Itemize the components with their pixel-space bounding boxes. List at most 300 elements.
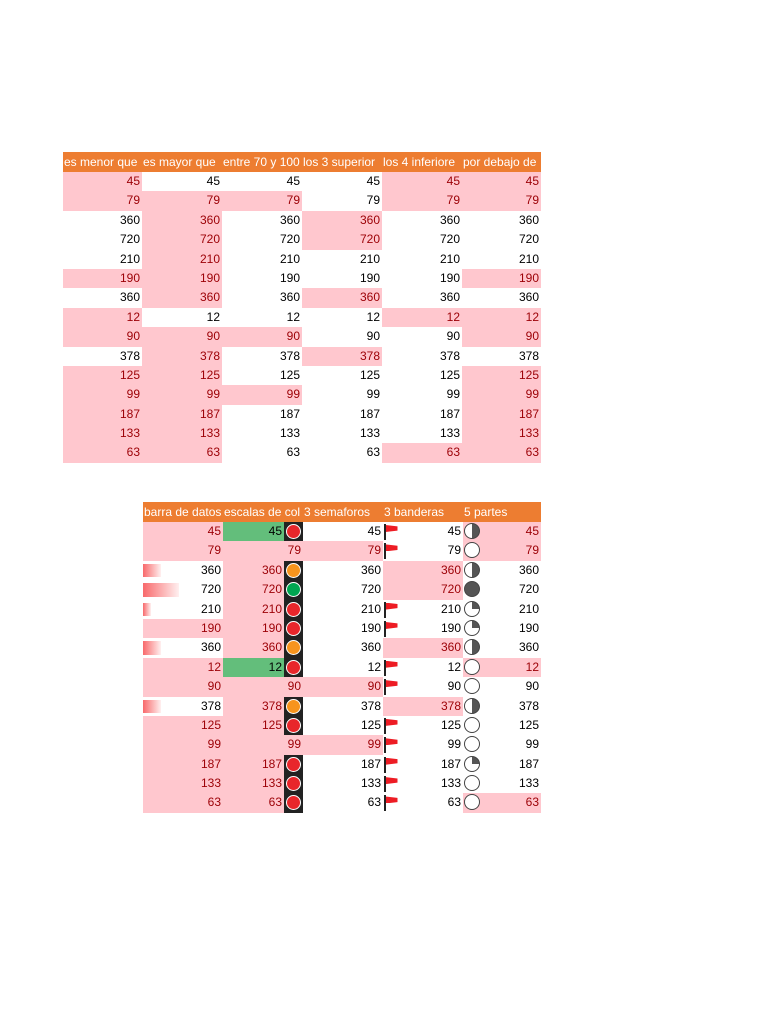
cell[interactable] (63, 308, 142, 327)
cell-value: 63 (366, 445, 380, 460)
cell[interactable] (303, 716, 383, 735)
cell[interactable] (223, 638, 303, 657)
cell[interactable] (302, 250, 382, 269)
cell[interactable] (303, 619, 383, 638)
cell[interactable] (462, 191, 541, 210)
quarters-icon (464, 717, 480, 733)
cell[interactable] (462, 366, 541, 385)
table-body (143, 522, 541, 813)
cell-value: 99 (206, 387, 220, 402)
cell[interactable] (223, 619, 303, 638)
cell-value: 79 (126, 193, 140, 208)
cell-value: 79 (287, 543, 301, 558)
cell-value: 720 (261, 582, 282, 597)
amber-circle-icon (286, 699, 301, 714)
cell[interactable] (462, 308, 541, 327)
flag-cloth (386, 680, 398, 687)
cell-value: 190 (200, 620, 221, 635)
red-flag-icon (383, 793, 399, 812)
cell-value: 187 (261, 756, 282, 771)
cell[interactable] (382, 250, 462, 269)
cell-value: 125 (261, 717, 282, 732)
cell[interactable] (303, 755, 383, 774)
cell-value: 45 (268, 524, 282, 538)
cell[interactable] (382, 443, 462, 462)
cell[interactable] (63, 250, 142, 269)
cell[interactable] (63, 366, 142, 385)
cell-value: 45 (366, 174, 380, 188)
cell[interactable] (302, 424, 382, 443)
cell-value: 360 (518, 562, 539, 577)
cell[interactable] (223, 716, 303, 735)
cell[interactable] (223, 735, 303, 754)
amber-circle-icon (286, 640, 301, 655)
flag-cloth (386, 661, 398, 668)
red-flag-icon (383, 619, 399, 638)
cell[interactable] (222, 191, 302, 210)
cell[interactable] (382, 230, 462, 249)
cell[interactable] (143, 716, 223, 735)
flag-pole (384, 543, 386, 559)
cell-value: 63 (367, 795, 381, 810)
cell[interactable] (383, 697, 463, 716)
cell-value: 360 (360, 562, 381, 577)
cell[interactable] (142, 327, 222, 346)
cell[interactable] (222, 308, 302, 327)
cell[interactable] (382, 405, 462, 424)
data-bar (143, 603, 151, 616)
cell[interactable] (383, 638, 463, 657)
cell[interactable] (142, 385, 222, 404)
cell[interactable] (142, 308, 222, 327)
cell[interactable] (382, 288, 462, 307)
cell[interactable] (143, 677, 223, 696)
cell[interactable] (143, 735, 223, 754)
cell[interactable] (143, 580, 223, 599)
table-row (143, 541, 541, 560)
cell[interactable] (303, 697, 383, 716)
red-circle-icon (286, 524, 301, 539)
cell[interactable] (462, 211, 541, 230)
cell-value: 99 (207, 737, 221, 752)
traffic-light-icon (284, 522, 303, 541)
cell-value: 133 (440, 776, 461, 791)
cell-value: 99 (287, 737, 301, 752)
cell-value: 360 (261, 562, 282, 577)
table-row (143, 677, 541, 696)
traffic-light-icon (284, 619, 303, 638)
cell[interactable] (222, 405, 302, 424)
cell[interactable] (63, 327, 142, 346)
column-header[interactable]: barra de datos (143, 502, 223, 522)
cell-value: 378 (439, 348, 460, 363)
cell[interactable] (302, 405, 382, 424)
red-circle-icon (286, 795, 301, 810)
cell[interactable] (142, 191, 222, 210)
cell-value: 378 (359, 348, 380, 363)
table-row (63, 250, 541, 269)
cell[interactable] (302, 347, 382, 366)
cell[interactable] (302, 327, 382, 346)
cell-value: 133 (439, 426, 460, 441)
table-row (63, 385, 541, 404)
cell[interactable] (142, 405, 222, 424)
cell[interactable] (303, 677, 383, 696)
traffic-light-icon (284, 755, 303, 774)
cell[interactable] (303, 561, 383, 580)
cell[interactable] (142, 347, 222, 366)
table-row (63, 327, 541, 346)
cell[interactable] (382, 347, 462, 366)
quarters-icon (464, 562, 480, 578)
column-header[interactable]: 3 semaforos (303, 502, 383, 522)
cell-value: 79 (525, 193, 539, 208)
cell[interactable] (302, 366, 382, 385)
cell[interactable] (63, 269, 142, 288)
cell[interactable] (383, 561, 463, 580)
cell[interactable] (303, 658, 383, 677)
cell[interactable] (462, 443, 541, 462)
cell-value: 12 (366, 309, 380, 324)
cell-value: 63 (206, 445, 220, 460)
cell[interactable] (222, 327, 302, 346)
cell[interactable] (302, 172, 382, 191)
cell-value: 63 (525, 445, 539, 460)
cell[interactable] (223, 697, 303, 716)
cell[interactable] (302, 443, 382, 462)
cell[interactable] (223, 522, 303, 541)
traffic-light-icon (284, 793, 303, 812)
cell[interactable] (303, 735, 383, 754)
cell-value: 190 (359, 270, 380, 285)
cell-value: 12 (206, 309, 220, 324)
table-row (63, 366, 541, 385)
cell-value: 79 (206, 193, 220, 208)
cell[interactable] (223, 561, 303, 580)
cell[interactable] (302, 191, 382, 210)
cell-value: 63 (525, 795, 539, 810)
cell[interactable] (303, 541, 383, 560)
cell[interactable] (382, 366, 462, 385)
cell[interactable] (223, 755, 303, 774)
cell[interactable] (143, 561, 223, 580)
cell-value: 210 (440, 601, 461, 616)
flag-pole (384, 795, 386, 811)
table-row (143, 716, 541, 735)
cell[interactable] (143, 619, 223, 638)
cell-value: 125 (439, 367, 460, 382)
cell[interactable] (223, 774, 303, 793)
cell[interactable] (63, 172, 142, 191)
cell-value: 378 (279, 348, 300, 363)
cell-value: 360 (199, 212, 220, 227)
cell-value: 360 (119, 212, 140, 227)
flag-pole (384, 660, 386, 676)
column-header[interactable]: los 4 inferiore (382, 152, 462, 172)
quarters-icon (464, 698, 480, 714)
flag-cloth (386, 622, 398, 629)
cell-value: 187 (199, 406, 220, 421)
cell-value: 99 (286, 387, 300, 402)
cell-value: 12 (367, 659, 381, 674)
red-flag-icon (383, 735, 399, 754)
table-body (63, 172, 541, 463)
cell[interactable] (142, 230, 222, 249)
cell[interactable] (63, 211, 142, 230)
cell-value: 360 (279, 212, 300, 227)
cell[interactable] (222, 230, 302, 249)
flag-cloth (386, 796, 398, 803)
cell-value: 187 (200, 756, 221, 771)
cell[interactable] (143, 541, 223, 560)
cell[interactable] (462, 405, 541, 424)
cell[interactable] (303, 600, 383, 619)
cell[interactable] (143, 522, 223, 541)
cell[interactable] (302, 211, 382, 230)
cell-value: 63 (446, 445, 460, 460)
traffic-light-icon (284, 716, 303, 735)
cell-value: 210 (518, 251, 539, 266)
cell-value: 187 (360, 756, 381, 771)
cell[interactable] (462, 269, 541, 288)
cell[interactable] (63, 385, 142, 404)
cell-value: 187 (518, 756, 539, 771)
table-row (143, 697, 541, 716)
cell[interactable] (382, 269, 462, 288)
cell[interactable] (142, 443, 222, 462)
cell[interactable] (63, 230, 142, 249)
table-row (63, 405, 541, 424)
cell-value: 720 (200, 582, 221, 597)
cell-value: 99 (366, 387, 380, 402)
cell[interactable] (222, 288, 302, 307)
cell[interactable] (142, 211, 222, 230)
cell-value: 125 (440, 717, 461, 732)
cell[interactable] (143, 774, 223, 793)
cell-value: 360 (199, 290, 220, 305)
cell-value: 378 (199, 348, 220, 363)
cell-value: 12 (446, 309, 460, 324)
cell-value: 45 (367, 524, 381, 538)
cell-value: 360 (439, 212, 460, 227)
cell[interactable] (142, 366, 222, 385)
cell[interactable] (382, 211, 462, 230)
flag-pole (384, 524, 386, 540)
amber-circle-icon (286, 563, 301, 578)
cell[interactable] (222, 366, 302, 385)
cell-value: 79 (446, 193, 460, 208)
red-flag-icon (383, 716, 399, 735)
column-header[interactable]: es menor que (63, 152, 142, 172)
cell-value: 360 (439, 290, 460, 305)
column-header[interactable]: 3 banderas (383, 502, 463, 522)
cell[interactable] (222, 385, 302, 404)
cell[interactable] (223, 600, 303, 619)
cell-value: 360 (119, 290, 140, 305)
cell-value: 360 (279, 290, 300, 305)
cell[interactable] (63, 191, 142, 210)
table-row (143, 755, 541, 774)
cell[interactable] (63, 288, 142, 307)
red-flag-icon (383, 774, 399, 793)
cell-value: 720 (518, 232, 539, 247)
cell-value: 125 (200, 717, 221, 732)
quarters-icon (464, 756, 480, 772)
data-bar (143, 583, 179, 596)
table-row (143, 638, 541, 657)
cell[interactable] (142, 269, 222, 288)
cell-value: 63 (286, 445, 300, 460)
cell[interactable] (222, 269, 302, 288)
cell-value: 125 (119, 367, 140, 382)
cell-value: 133 (119, 426, 140, 441)
cell[interactable] (223, 580, 303, 599)
cell[interactable] (143, 600, 223, 619)
cell[interactable] (462, 385, 541, 404)
cell[interactable] (462, 347, 541, 366)
quarters-icon (464, 659, 480, 675)
cell[interactable] (143, 638, 223, 657)
cell[interactable] (143, 697, 223, 716)
cell-value: 45 (447, 524, 461, 538)
cell[interactable] (382, 308, 462, 327)
table-row (63, 424, 541, 443)
cell[interactable] (383, 580, 463, 599)
cell[interactable] (462, 327, 541, 346)
traffic-light-icon (284, 774, 303, 793)
cell[interactable] (142, 424, 222, 443)
cell-value: 90 (206, 329, 220, 344)
cell[interactable] (63, 424, 142, 443)
cell-value: 63 (268, 795, 282, 810)
cell[interactable] (382, 424, 462, 443)
cell-value: 720 (439, 232, 460, 247)
cell[interactable] (462, 288, 541, 307)
cell[interactable] (222, 347, 302, 366)
cell-value: 720 (199, 232, 220, 247)
cell[interactable] (222, 211, 302, 230)
cell[interactable] (222, 424, 302, 443)
cell-value: 133 (200, 776, 221, 791)
red-circle-icon (286, 602, 301, 617)
column-header[interactable]: entre 70 y 100 (222, 152, 302, 172)
cell[interactable] (462, 250, 541, 269)
cell[interactable] (462, 230, 541, 249)
cell-value: 99 (126, 387, 140, 402)
table-row (63, 269, 541, 288)
column-header[interactable]: por debajo de (462, 152, 541, 172)
cell-value: 187 (440, 756, 461, 771)
cell-value: 187 (518, 406, 539, 421)
table-row (63, 230, 541, 249)
cell-value: 378 (200, 698, 221, 713)
cell[interactable] (223, 541, 303, 560)
cell-value: 99 (367, 737, 381, 752)
data-bar (143, 564, 161, 577)
data-bar (143, 641, 161, 654)
cell[interactable] (302, 308, 382, 327)
cell-value: 63 (447, 795, 461, 810)
cell[interactable] (222, 172, 302, 191)
cell-value: 125 (359, 367, 380, 382)
cell[interactable] (142, 172, 222, 191)
cell[interactable] (302, 385, 382, 404)
cell[interactable] (143, 755, 223, 774)
column-header[interactable]: es mayor que (142, 152, 222, 172)
cell-value: 99 (446, 387, 460, 402)
cell-value: 63 (126, 445, 140, 460)
cell[interactable] (382, 385, 462, 404)
cell[interactable] (143, 793, 223, 812)
cell[interactable] (382, 172, 462, 191)
cell[interactable] (222, 443, 302, 462)
cell-value: 378 (360, 698, 381, 713)
cell[interactable] (462, 424, 541, 443)
cell-value: 12 (286, 309, 300, 324)
cell[interactable] (222, 250, 302, 269)
quarters-icon (464, 678, 480, 694)
cell[interactable] (303, 580, 383, 599)
green-circle-icon (286, 582, 301, 597)
cell[interactable] (302, 269, 382, 288)
cell-value: 125 (518, 717, 539, 732)
cell[interactable] (303, 522, 383, 541)
cell[interactable] (143, 658, 223, 677)
cell-value: 133 (518, 776, 539, 791)
traffic-light-icon (284, 638, 303, 657)
cell-value: 12 (126, 309, 140, 324)
column-header[interactable]: 5 partes (463, 502, 541, 522)
column-header[interactable]: escalas de col (223, 502, 303, 522)
cell[interactable] (223, 677, 303, 696)
column-header[interactable]: los 3 superior (302, 152, 382, 172)
cell-value: 45 (525, 524, 539, 538)
cell[interactable] (302, 230, 382, 249)
cell-value: 360 (360, 640, 381, 655)
red-flag-icon (383, 755, 399, 774)
cell[interactable] (303, 638, 383, 657)
cell-value: 90 (367, 679, 381, 694)
cell[interactable] (303, 774, 383, 793)
data-bar (143, 700, 161, 713)
cell[interactable] (63, 405, 142, 424)
cell-value: 210 (360, 601, 381, 616)
cell[interactable] (382, 191, 462, 210)
cell-value: 720 (359, 232, 380, 247)
cell[interactable] (223, 658, 303, 677)
table-row (143, 561, 541, 580)
cell[interactable] (63, 347, 142, 366)
cell[interactable] (302, 288, 382, 307)
cell[interactable] (142, 250, 222, 269)
table-row (143, 793, 541, 812)
flag-cloth (386, 758, 398, 765)
cell[interactable] (142, 288, 222, 307)
cell-value: 210 (439, 251, 460, 266)
cell-value: 210 (261, 601, 282, 616)
cell[interactable] (382, 327, 462, 346)
cell[interactable] (223, 793, 303, 812)
table-row (143, 658, 541, 677)
cell[interactable] (462, 172, 541, 191)
cell[interactable] (303, 793, 383, 812)
cell-value: 133 (359, 426, 380, 441)
cell-value: 190 (261, 620, 282, 635)
cell-value: 63 (207, 795, 221, 810)
cell-value: 90 (525, 679, 539, 694)
cell[interactable] (63, 443, 142, 462)
cell-value: 12 (268, 659, 282, 674)
